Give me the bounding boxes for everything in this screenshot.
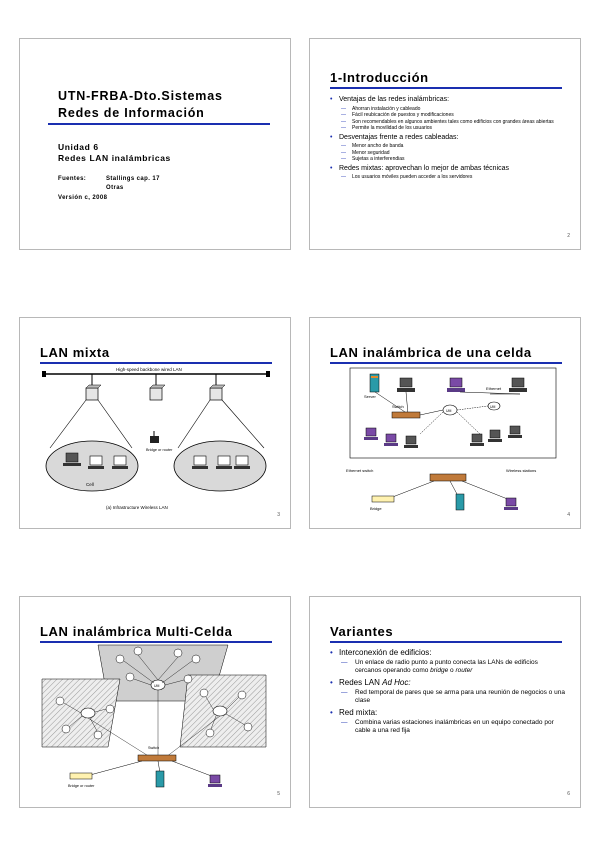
- page-number: 5: [277, 791, 280, 797]
- sub-bullet: — Menor ancho de banda: [339, 143, 566, 150]
- access-point-icon: [81, 708, 95, 718]
- bullet-text: Redes mixtas: aprovechan lo mejor de ambas técnicas: [339, 164, 510, 172]
- computer-icon: [504, 498, 518, 510]
- mobile-station-icon: [150, 431, 159, 443]
- bullet-list: [330, 648, 566, 738]
- sub-bullet: — Menor seguridad: [339, 150, 566, 157]
- unit-label: Unidad 6: [58, 142, 99, 152]
- sub-bullet-text: o: [448, 667, 456, 674]
- station-node: [174, 649, 182, 657]
- sub-bullet: — Red temporal de pares que se arma para una reunión de negocios o una clase: [339, 689, 566, 705]
- slide-4: [309, 317, 581, 529]
- slide-1: [19, 38, 291, 250]
- bottom-left-label: Ethernet switch: [346, 468, 374, 473]
- computer-icon: [208, 775, 222, 787]
- bullet-emph: Ad Hoc:: [382, 678, 411, 687]
- station-node: [134, 647, 142, 655]
- sub-bullet: — Ahorran instalación y cableado: [339, 106, 566, 113]
- bridge-device-icon: [70, 773, 92, 779]
- station-node: [106, 705, 114, 713]
- sub-bullet: — Los usuarios móviles pueden acceder a los servidores: [339, 174, 566, 181]
- bullet-text: Ventajas de las redes inalámbricas:: [339, 96, 450, 103]
- sub-bullet: — Combina varias estaciones inalámbricas en un equipo conectado por cable a una red fija: [339, 719, 566, 735]
- ethernet-label: Ethernet: [486, 386, 502, 391]
- computer-icon: [112, 456, 128, 469]
- station-node: [184, 675, 192, 683]
- page-number: 6: [567, 791, 570, 797]
- sub-bullet: — Sujetas a interferendias: [339, 156, 566, 163]
- bottom-right-label: Wireless stations: [506, 468, 537, 473]
- station-node: [238, 691, 246, 699]
- bullet-item: [330, 96, 566, 132]
- sources-label: Fuentes:: [58, 176, 87, 182]
- topic-label: Redes LAN inalámbricas: [58, 153, 171, 163]
- backbone-terminator: [266, 371, 270, 377]
- switch-icon: [430, 474, 466, 481]
- pc-label: Bridge or router: [68, 784, 95, 788]
- computer-icon: [216, 456, 232, 469]
- bullet-item: [330, 134, 566, 163]
- access-point-icon: [150, 385, 165, 400]
- server-label: Server: [364, 394, 376, 399]
- page-number: 2: [567, 233, 570, 239]
- bullet-text: Desventajas frente a redes cableadas:: [339, 133, 459, 141]
- slide-title: LAN mixta: [40, 345, 110, 360]
- bullet-text: Redes LAN: [339, 678, 383, 687]
- slide-2: [309, 38, 581, 250]
- computer-icon: [234, 456, 250, 469]
- station-node: [116, 655, 124, 663]
- station-node: [94, 731, 102, 739]
- computer-icon: [488, 430, 502, 442]
- page-number: 4: [567, 512, 570, 518]
- station-node: [126, 673, 134, 681]
- bullet-item: [330, 678, 566, 705]
- station-node: [62, 725, 70, 733]
- station-node: [192, 655, 200, 663]
- multi-cell-diagram: [20, 597, 291, 808]
- ap2-label: UM: [490, 405, 496, 409]
- slide-title: 1-Introducción: [330, 70, 429, 85]
- bullet-text: Red mixta:: [339, 708, 378, 717]
- station-node: [244, 723, 252, 731]
- computer-icon: [192, 456, 208, 469]
- server-icon: [456, 494, 464, 510]
- station-node: [200, 689, 208, 697]
- slide-5: [19, 596, 291, 808]
- bullet-list: [330, 96, 566, 183]
- bridge-label: Bridge: [370, 506, 382, 511]
- bullet-text: Interconexión de edificios:: [339, 648, 432, 657]
- sub-bullet-emph: router: [455, 667, 473, 674]
- slide-title: Variantes: [330, 624, 394, 639]
- sub-bullet: — Fácil reubicación de puestos y modificaciones: [339, 112, 566, 119]
- title-rule: [48, 123, 270, 125]
- switch-icon: [392, 412, 420, 418]
- bullet-item: [330, 165, 566, 181]
- figure-caption: (a) Infrastructure Wireless LAN: [106, 505, 168, 510]
- switch-label: Switch: [148, 746, 160, 750]
- station-node: [206, 729, 214, 737]
- computer-icon: [404, 436, 418, 448]
- cell-label: Cell: [86, 482, 94, 487]
- computer-icon: [470, 434, 484, 446]
- station-label: Bridge or router: [146, 448, 173, 452]
- backbone-terminator: [42, 371, 46, 377]
- bullet-item: [330, 648, 566, 675]
- access-point-icon: [210, 385, 225, 400]
- server-icon: [156, 771, 164, 787]
- switch-icon: [138, 755, 176, 761]
- sub-bullet: [339, 659, 566, 675]
- node-label: UM: [154, 684, 160, 688]
- station-node: [56, 697, 64, 705]
- slide-6: [309, 596, 581, 808]
- ap-label: UM: [446, 409, 452, 413]
- slide-title: LAN inalámbrica de una celda: [330, 345, 532, 360]
- computer-icon: [508, 426, 522, 438]
- server-icon: [370, 374, 379, 392]
- sub-bullet: — Permite la movilidad de los usuarios: [339, 125, 566, 132]
- switch-label: Switch: [392, 404, 404, 409]
- slide-title: LAN inalámbrica Multi-Celda: [40, 624, 233, 639]
- page-number: 3: [277, 512, 280, 518]
- mixed-lan-diagram: [20, 318, 291, 529]
- sources-1: Stallings cap. 17: [106, 176, 160, 182]
- version-label: Versión c, 2008: [58, 195, 108, 201]
- access-point-icon: [213, 706, 227, 716]
- sub-bullet-emph: bridge: [430, 667, 449, 674]
- access-point-icon: [86, 385, 101, 400]
- computer-icon: [364, 428, 378, 440]
- single-cell-diagram: [310, 318, 581, 529]
- slide-title-line2: Redes de Información: [58, 106, 205, 120]
- bridge-device-icon: [372, 496, 394, 502]
- backbone-label: High-speed backbone wired LAN: [116, 367, 182, 372]
- title-rule: [330, 641, 562, 643]
- sub-bullet: — Son recomendables en algunos ambientes tales como edificios con grandes áreas abiertas: [339, 119, 566, 126]
- computer-icon: [384, 434, 398, 446]
- bullet-item: [330, 708, 566, 735]
- sub-bullet-text: Un enlace de radio punto a punto conecta las LANs de edificios cercanos operando como: [355, 659, 538, 674]
- title-rule: [330, 87, 562, 89]
- slide-title-line1: UTN-FRBA-Dto.Sistemas: [58, 89, 223, 103]
- computer-icon: [88, 456, 104, 469]
- slide-3: [19, 317, 291, 529]
- sources-2: Otras: [106, 185, 124, 191]
